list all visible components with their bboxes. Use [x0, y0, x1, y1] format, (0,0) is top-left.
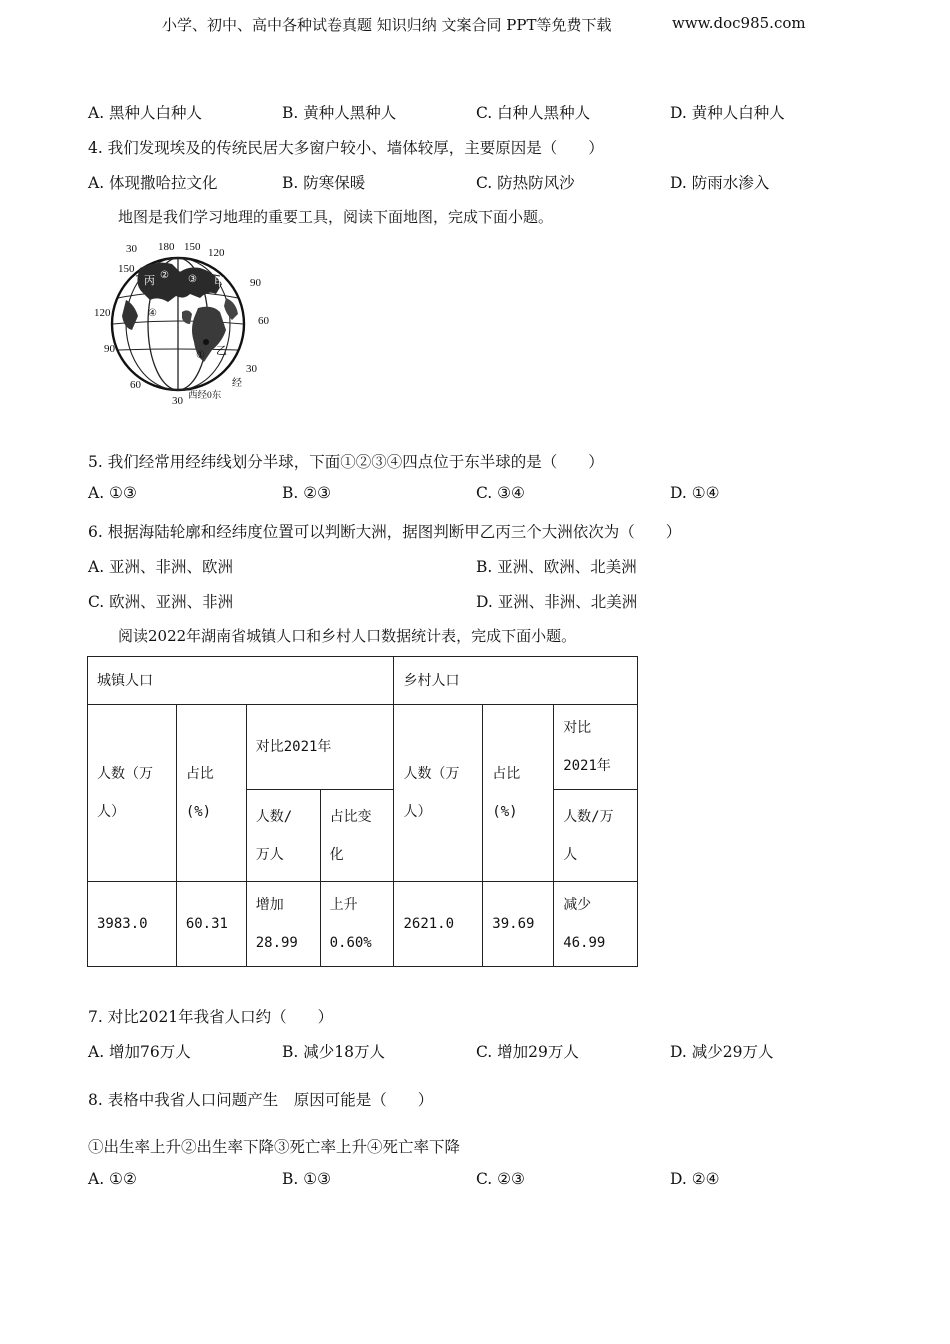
urban-change-value: 上升 0.60% — [320, 882, 394, 967]
globe-map — [88, 238, 273, 410]
q8-option-d: D. ②④ — [670, 1170, 720, 1188]
q3-option-b: B. 黄种人黑种人 — [282, 104, 397, 122]
map-label-bing: 丙 — [144, 275, 155, 287]
urban-header: 城镇人口 — [88, 657, 394, 705]
map-label-120: 120 — [208, 247, 225, 259]
rural-vs2021-header: 对比 2021年 — [554, 705, 638, 790]
map-point-2: ② — [160, 270, 169, 281]
map-intro: 地图是我们学习地理的重要工具，阅读下面地图，完成下面小题。 — [118, 208, 554, 226]
urban-delta-value: 增加 28.99 — [246, 882, 320, 967]
q4-option-a: A. 体现撒哈拉文化 — [88, 174, 218, 192]
map-point-1: ① — [196, 350, 205, 361]
q6-option-c: C. 欧洲、亚洲、非洲 — [88, 593, 234, 611]
q4-option-b: B. 防寒保暖 — [282, 174, 366, 192]
q7-option-d: D. 减少29万人 — [670, 1043, 774, 1061]
rural-delta-header: 人数/万 人 — [554, 790, 638, 882]
q6-option-a: A. 亚洲、非洲、欧洲 — [88, 558, 234, 576]
map-point-4: ④ — [148, 308, 157, 319]
q5-option-b: B. ②③ — [282, 484, 332, 502]
urban-ratio-value: 60.31 — [176, 882, 246, 967]
q5-option-c: C. ③④ — [476, 484, 525, 502]
q3-option-d: D. 黄种人白种人 — [670, 104, 785, 122]
q8-option-a: A. ①② — [88, 1170, 137, 1188]
map-label-jia: 甲 — [214, 277, 225, 289]
q6-stem: 6. 根据海陆轮廓和经纬度位置可以判断大洲，据图判断甲乙丙三个大洲依次为（ ） — [88, 523, 682, 541]
q7-option-b: B. 减少18万人 — [282, 1043, 385, 1061]
q4-option-d: D. 防雨水渗入 — [670, 174, 770, 192]
q3-option-c: C. 白种人黑种人 — [476, 104, 591, 122]
rural-ratio-value: 39.69 — [483, 882, 554, 967]
q5-option-d: D. ①④ — [670, 484, 720, 502]
rural-delta-value: 减少 46.99 — [554, 882, 638, 967]
rural-header: 乡村人口 — [394, 657, 638, 705]
q5-option-a: A. ①③ — [88, 484, 137, 502]
q8-option-c: C. ②③ — [476, 1170, 525, 1188]
q4-stem: 4. 我们发现埃及的传统民居大多窗户较小、墙体较厚，主要原因是（ ） — [88, 139, 604, 157]
map-label-30: 30 — [126, 243, 137, 255]
q4-option-c: C. 防热防风沙 — [476, 174, 575, 192]
map-label-120b: 120 — [94, 307, 111, 319]
q7-option-a: A. 增加76万人 — [88, 1043, 191, 1061]
q3-option-a: A. 黑种人白种人 — [88, 104, 203, 122]
map-label-yi: 乙 — [216, 345, 227, 357]
q8-stem: 8. 表格中我省人口问题产生 原因可能是（ ） — [88, 1091, 434, 1109]
urban-change-header: 占比变 化 — [320, 790, 394, 882]
urban-vs2021-header: 对比2021年 — [246, 705, 394, 790]
map-label-150: 150 — [184, 241, 201, 253]
q7-option-c: C. 增加29万人 — [476, 1043, 579, 1061]
rural-ratio-header: 占比 (%) — [483, 705, 554, 882]
q6-option-d: D. 亚洲、非洲、北美洲 — [476, 593, 638, 611]
map-point-3: ③ — [188, 274, 197, 285]
urban-ratio-header: 占比 (%) — [176, 705, 246, 882]
urban-count-value: 3983.0 — [88, 882, 177, 967]
map-label-90: 90 — [250, 277, 261, 289]
map-label-150b: 150 — [118, 263, 135, 275]
q8-statements: ①出生率上升②出生率下降③死亡率上升④死亡率下降 — [88, 1138, 461, 1156]
q8-option-b: B. ①③ — [282, 1170, 332, 1188]
urban-count-header: 人数（万 人） — [88, 705, 177, 882]
header-left: 小学、初中、高中各种试卷真题 知识归纳 文案合同 PPT等免费下载 — [162, 16, 612, 34]
rural-count-header: 人数（万 人） — [394, 705, 483, 882]
q7-stem: 7. 对比2021年我省人口约（ ） — [88, 1008, 334, 1026]
map-label-30b: 30 — [246, 363, 257, 375]
map-label-60b: 60 — [130, 379, 141, 391]
map-label-bottom: 西经0东 — [188, 391, 222, 401]
map-label-30c: 30 — [172, 395, 183, 407]
map-label-jing: 经 — [232, 378, 242, 389]
urban-delta-header: 人数/ 万人 — [246, 790, 320, 882]
map-label-180: 180 — [158, 241, 175, 253]
map-label-60: 60 — [258, 315, 269, 327]
q5-stem: 5. 我们经常用经纬线划分半球，下面①②③④四点位于东半球的是（ ） — [88, 453, 604, 471]
map-label-90b: 90 — [104, 343, 115, 355]
rural-count-value: 2621.0 — [394, 882, 483, 967]
population-table — [87, 656, 638, 967]
table-intro: 阅读2022年湖南省城镇人口和乡村人口数据统计表，完成下面小题。 — [118, 627, 577, 645]
q6-option-b: B. 亚洲、欧洲、北美洲 — [476, 558, 637, 576]
header-right-url[interactable]: www.doc985.com — [672, 14, 806, 32]
